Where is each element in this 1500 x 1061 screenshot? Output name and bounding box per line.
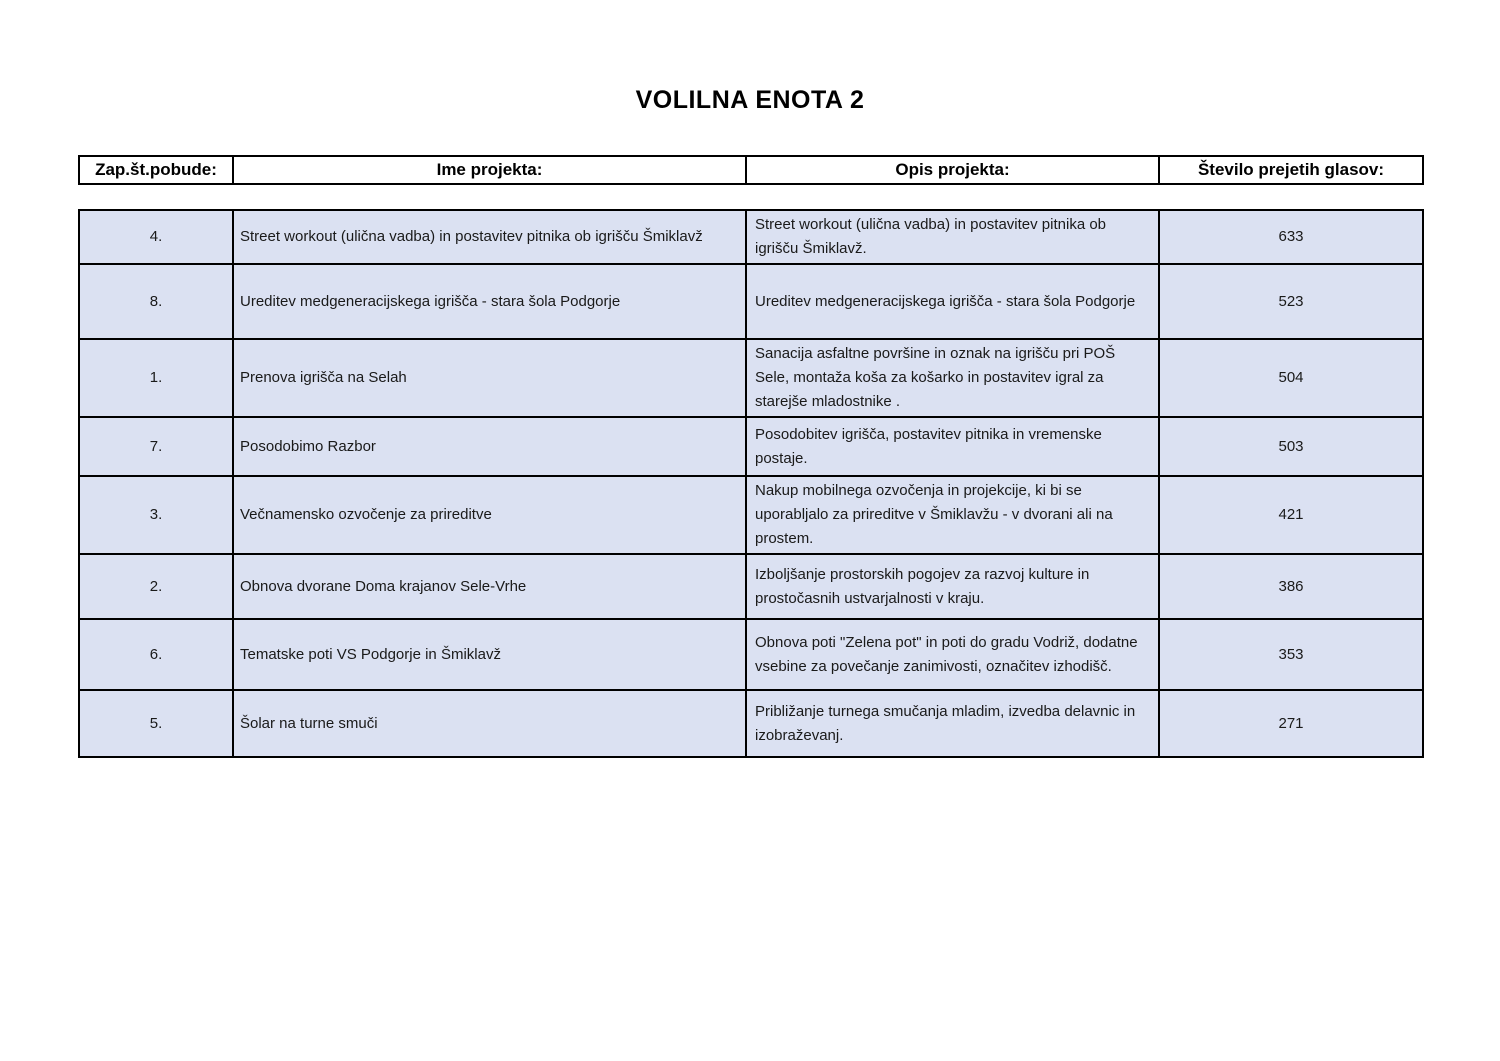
cell-project-name: Obnova dvorane Doma krajanov Sele-Vrhe	[233, 554, 746, 619]
table-row	[79, 554, 1423, 619]
cell-votes: 633	[1159, 210, 1423, 264]
cell-votes: 386	[1159, 554, 1423, 619]
table-row	[79, 264, 1423, 339]
results-table-header	[78, 155, 1424, 185]
cell-project-description: Posodobitev igrišča, postavitev pitnika in vremenske postaje.	[746, 417, 1159, 476]
cell-project-description: Sanacija asfaltne površine in oznak na igrišču pri POŠ Sele, montaža koša za košarko in postavitev igral za starejše mladostnike .	[746, 339, 1159, 417]
table-row	[79, 210, 1423, 264]
cell-project-name: Posodobimo Razbor	[233, 417, 746, 476]
cell-project-description: Obnova poti "Zelena pot" in poti do gradu Vodriž, dodatne vsebine za povečanje zanimivosti, označitev izhodišč.	[746, 619, 1159, 690]
cell-initiative-number: 7.	[79, 417, 233, 476]
cell-votes: 503	[1159, 417, 1423, 476]
table-row	[79, 417, 1423, 476]
results-table-body	[78, 209, 1424, 758]
cell-initiative-number: 3.	[79, 476, 233, 554]
cell-project-description: Nakup mobilnega ozvočenja in projekcije, ki bi se uporabljalo za prireditve v Šmiklavžu - v dvorani ali na prostem.	[746, 476, 1159, 554]
cell-project-name: Street workout (ulična vadba) in postavitev pitnika ob igrišču Šmiklavž	[233, 210, 746, 264]
header-row	[79, 156, 1423, 184]
cell-project-name: Večnamensko ozvočenje za prireditve	[233, 476, 746, 554]
results-table-container	[78, 155, 1422, 758]
page-title: VOLILNA ENOTA 2	[635, 86, 865, 114]
cell-project-name: Prenova igrišča na Selah	[233, 339, 746, 417]
cell-initiative-number: 8.	[79, 264, 233, 339]
cell-votes: 504	[1159, 339, 1423, 417]
cell-project-description: Približanje turnega smučanja mladim, izvedba delavnic in izobraževanj.	[746, 690, 1159, 757]
cell-initiative-number: 5.	[79, 690, 233, 757]
table-row	[79, 690, 1423, 757]
cell-project-description: Ureditev medgeneracijskega igrišča - stara šola Podgorje	[746, 264, 1159, 339]
cell-votes: 523	[1159, 264, 1423, 339]
table-row	[79, 619, 1423, 690]
cell-votes: 271	[1159, 690, 1423, 757]
cell-project-name: Šolar na turne smuči	[233, 690, 746, 757]
col-header-project-description: Opis projekta:	[746, 156, 1159, 184]
table-row	[79, 339, 1423, 417]
cell-project-name: Tematske poti VS Podgorje in Šmiklavž	[233, 619, 746, 690]
table-row	[79, 476, 1423, 554]
col-header-votes: Število prejetih glasov:	[1159, 156, 1423, 184]
cell-project-name: Ureditev medgeneracijskega igrišča - stara šola Podgorje	[233, 264, 746, 339]
col-header-project-name: Ime projekta:	[233, 156, 746, 184]
cell-initiative-number: 4.	[79, 210, 233, 264]
cell-initiative-number: 1.	[79, 339, 233, 417]
cell-initiative-number: 2.	[79, 554, 233, 619]
cell-votes: 353	[1159, 619, 1423, 690]
cell-votes: 421	[1159, 476, 1423, 554]
cell-project-description: Izboljšanje prostorskih pogojev za razvoj kulture in prostočasnih ustvarjalnosti v kraju.	[746, 554, 1159, 619]
cell-initiative-number: 6.	[79, 619, 233, 690]
cell-project-description: Street workout (ulična vadba) in postavitev pitnika ob igrišču Šmiklavž.	[746, 210, 1159, 264]
col-header-number: Zap.št.pobude:	[79, 156, 233, 184]
